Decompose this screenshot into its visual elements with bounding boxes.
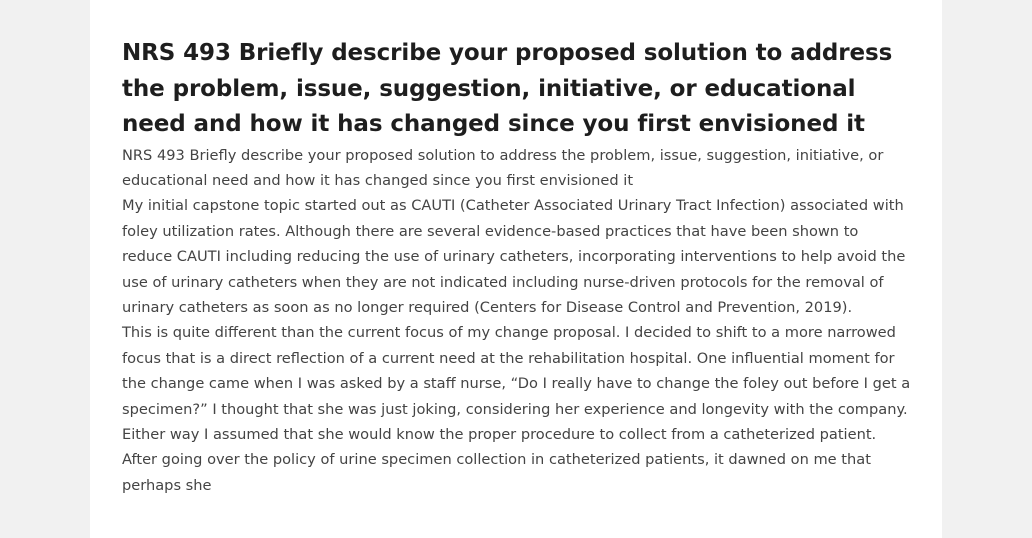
article-page xyxy=(90,0,942,538)
article-subtitle: NRS 493 Briefly describe your proposed solution to address the problem, issue, suggestion, initiative, or educational need and how it has changed since you first envisioned it xyxy=(122,146,884,189)
article-paragraph-2: This is quite different than the current focus of my change proposal. I decided to shift to a more narrowed focus that is a direct reflection of a current need at the rehabilitation hospital. One influential moment for the change came when I was asked by a staff nurse, “Do I really have to change the foley out before I get a specimen?” I thought that she was just joking, considering her experience and longevity with the company. Either way I assumed that she would know the proper procedure to collect from a catheterized patient. After going over the policy of urine specimen collection in catheterized patients, it dawned on me that perhaps she xyxy=(122,324,911,494)
article-title: NRS 493 Briefly describe your proposed solution to address the problem, issue, suggestion, initiative, or educational need and how it has changed since you first envisioned it xyxy=(122,40,893,137)
article-paragraph-1: My initial capstone topic started out as CAUTI (Catheter Associated Urinary Tract Infection) associated with foley utilization rates. Although there are several evidence-based practices that have been shown to reduce CAUTI including reducing the use of urinary catheters, incorporating interventions to help avoid the use of urinary catheters when they are not indicated including nurse-driven protocols for the removal of urinary catheters as soon as no longer required (Centers for Disease Control and Prevention, 2019). xyxy=(122,197,906,316)
article-content xyxy=(122,36,912,498)
